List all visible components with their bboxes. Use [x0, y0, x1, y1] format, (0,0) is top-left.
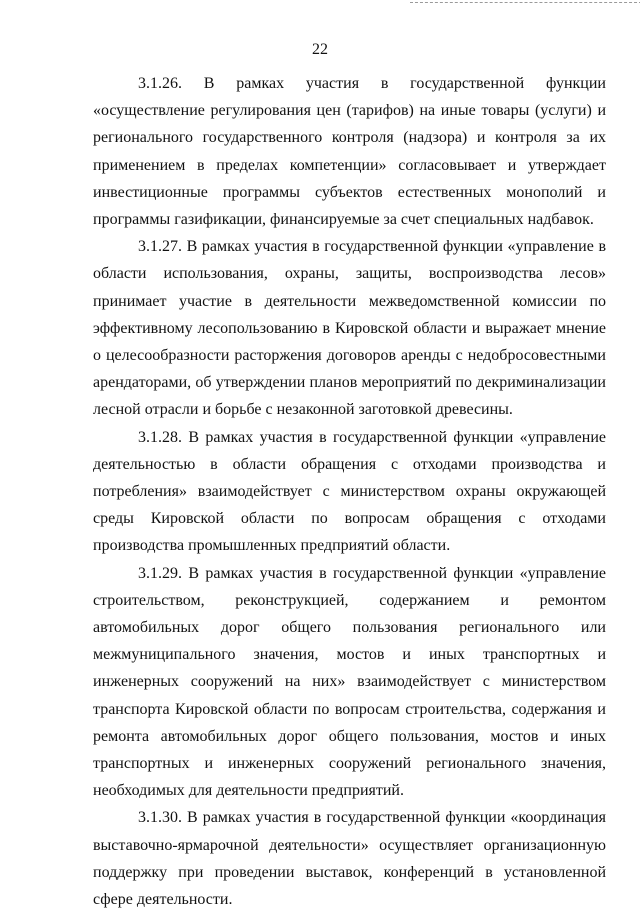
top-edge-rule [410, 2, 640, 3]
paragraph-3-1-28: 3.1.28. В рамках участия в государственной функции «управление деятельностью в области обращения с отходами производства и потребления» взаимодействует с министерством охраны окружающей среды Кировской области по вопросам обращения с отходами производства промышленных предприятий области. [93, 428, 606, 555]
paragraph-3-1-26: 3.1.26. В рамках участия в государственной функции «осуществление регулирования цен (тарифов) на иные товары (услуги) и регионального государственного контроля (надзора) и контроля за их применением в пределах компетенции» согласовывает и утверждает инвестиционные программы субъектов естественных монополий и программы газификации, финансируемые за счет специальных надбавок. [93, 75, 606, 229]
paragraph-3-1-29: 3.1.29. В рамках участия в государственной функции «управление строительством, реконструкцией, содержанием и ремонтом автомобильных дорог общего пользования регионального или межмуниципального значения, мостов и иных транспортных и инженерных сооружений на них» взаимодействует с министерством транспорта Кировской области по вопросам строительства, содержания и ремонта автомобильных дорог общего пользования, мостов и иных транспортных и инженерных сооружений регионального значения, необходимых для деятельности предприятий. [93, 564, 606, 800]
page-number: 22 [312, 41, 328, 58]
paragraph-3-1-30: 3.1.30. В рамках участия в государственной функции «координация выставочно-ярмарочной деятельности» осуществляет организационную поддержку при проведении выставок, конференций в установленной сфере деятельности. [93, 809, 606, 909]
document-body [93, 70, 606, 913]
paragraph-3-1-27: 3.1.27. В рамках участия в государственной функции «управление в области использования, охраны, защиты, воспроизводства лесов» принимает участие в деятельности межведомственной комиссии по эффективному лесопользованию в Кировской области и выражает мнение о целесообразности расторжения договоров аренды с недобросовестными арендаторами, об утверждении планов мероприятий по декриминализации лесной отрасли и борьбе с незаконной заготовкой древесины. [93, 238, 606, 419]
